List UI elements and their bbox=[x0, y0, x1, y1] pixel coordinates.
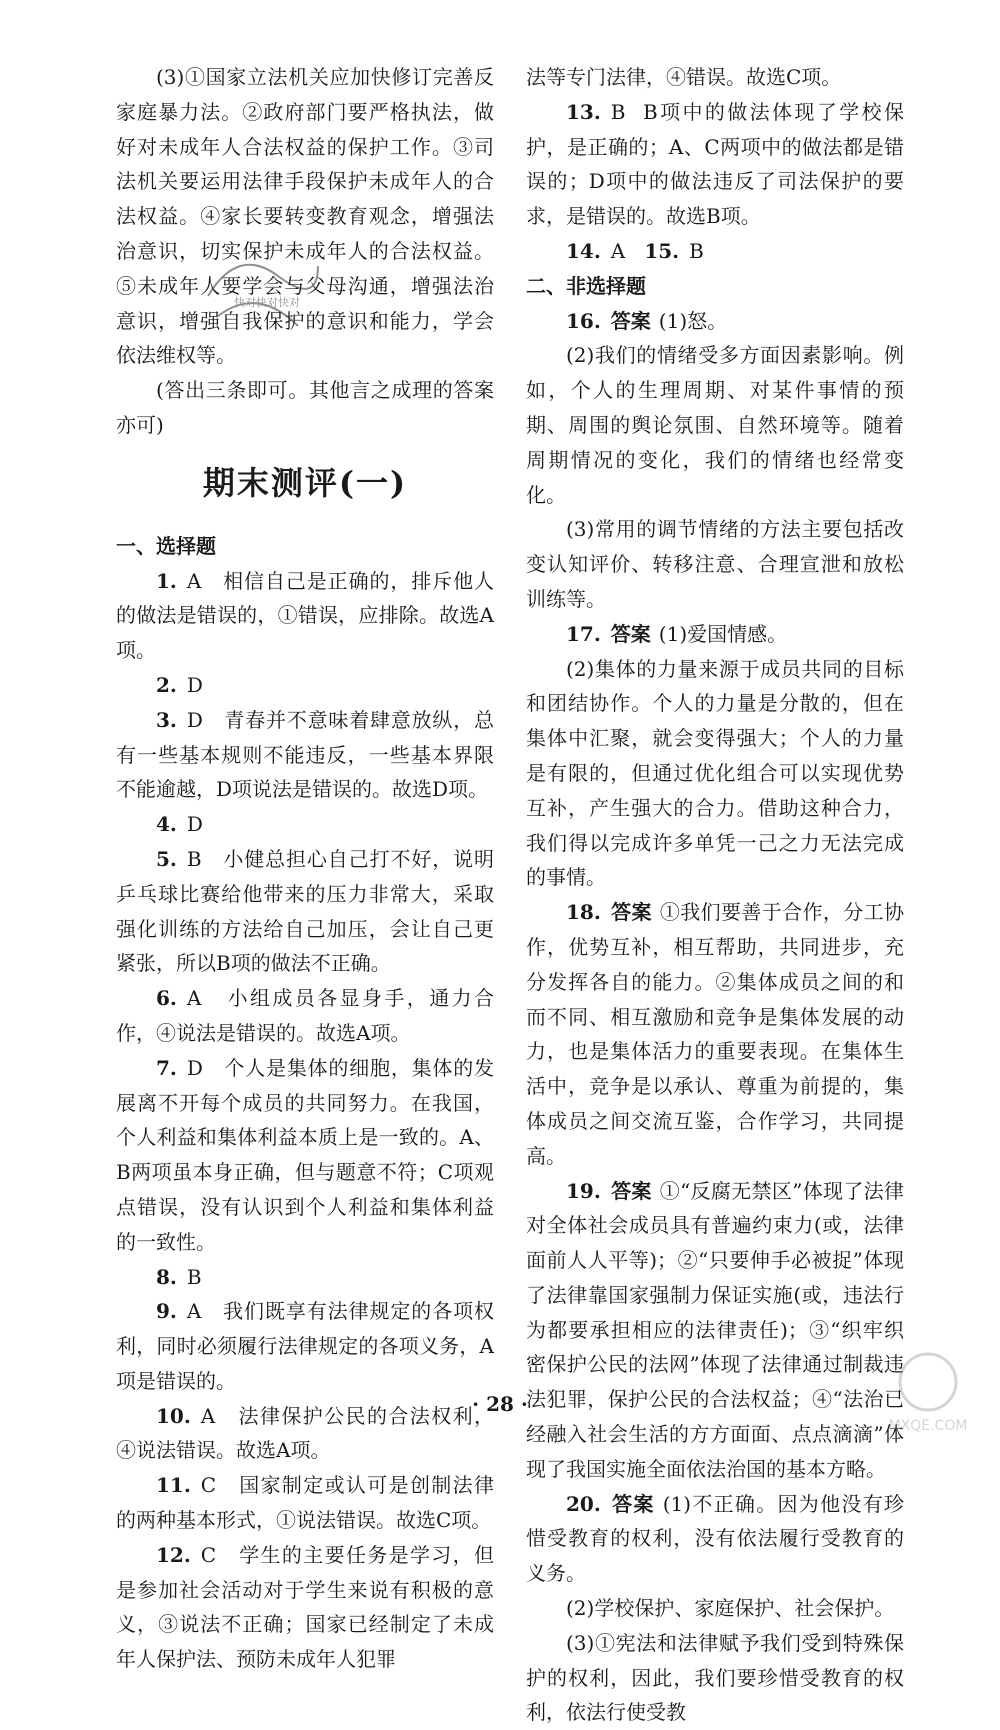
page-number: · 28 · bbox=[472, 1392, 528, 1416]
right-column bbox=[526, 60, 904, 1730]
list-item: 1. A 相信自己是正确的，排斥他人的做法是错误的，①错误，应排除。故选A项。 bbox=[116, 568, 495, 663]
stamp-mark bbox=[198, 236, 326, 356]
question-18: 18. 答案 ①我们要善于合作，分工协作，优势互补，相互帮助，共同进步，充分发挥各自的能力。②集体成员之间的和而不同、相互激励和竞争是集体发展的动力，也是集体活力的重要表现。在集体生活中，竞争是以承认、尊重为前提的，集体成员之间交流互鉴，合作学习，共同提高。 bbox=[526, 900, 905, 1168]
list-item: 11. C 国家制定或认可是创制法律的两种基本形式，①说法错误。故选C项。 bbox=[116, 1473, 494, 1533]
answer-note: (答出三条即可。其他言之成理的答案亦可) bbox=[116, 378, 494, 437]
answer-paragraph: (3)①国家立法机关应加快修订完善反家庭暴力法。②政府部门要严格执法，做好对未成年人合法权益的保护工作。③司法机关要运用法律手段保护未成年人的合法权益。④家长要转变教育观念，增强法治意识，切实保护未成年人的合法权益。⑤未成年人要学会与父母沟通，增强法治意识，增强自我保护的意识和能力，学会依法维权等。 bbox=[116, 65, 494, 368]
question-20: 20. 答案 (1)不正确。因为他没有珍惜受教育的权利，没有依法履行受教育的义务。 bbox=[526, 1491, 904, 1586]
continued-text: 法等专门法律，④错误。故选C项。 bbox=[526, 65, 842, 89]
list-item: 5. B 小健总担心自己打不好，说明乒乓球比赛给他带来的压力非常大，采取强化训练的方法给自己加压，会让自己更紧张，所以B项的做法不正确。 bbox=[116, 846, 495, 976]
section-heading-non-choice: 二、非选择题 bbox=[526, 273, 646, 298]
list-item: 8. B bbox=[156, 1264, 202, 1289]
watermark-logo bbox=[868, 1350, 988, 1440]
question-19: 19. 答案 ①“反腐无禁区”体现了法律对全体社会成员具有普遍约束力(或，法律面前人人平等)；②“只要伸手必被捉”体现了法律靠国家强制力保证实施(或，违法行为都要承担相应的法律责任)；③“织牢织密保护公民的法网”体现了法律通过制裁违法犯罪，保护公民的合法权益；④“法治已经融入社会生活的方方面面、点点滴滴”体现了我国实施全面依法治国的基本方略。 bbox=[526, 1178, 904, 1481]
exam-title: 期末测评(一) bbox=[202, 463, 408, 502]
section-heading-choice: 一、选择题 bbox=[116, 533, 216, 558]
question-17: 17. 答案 (1)爱国情感。 bbox=[566, 621, 788, 646]
watermark-text: MXQE.COM bbox=[888, 1418, 968, 1434]
answer-paragraph: (2)集体的力量来源于成员共同的目标和团结协作。个人的力量是分散的，但在集体中汇聚，就会变得强大；个人的力量是有限的，但通过优化组合可以实现优势互补，产生强大的合力。借助这种合力，我们得以完成许多单凭一己之力无法完成的事情。 bbox=[526, 656, 904, 890]
list-item: 14. A 15. B bbox=[566, 238, 704, 263]
answer-paragraph: (2)我们的情绪受多方面因素影响。例如，个人的生理周期、对某件事情的预期、周围的舆论氛围、自然环境等。随着周期情况的变化，我们的情绪也经常变化。 bbox=[526, 343, 904, 507]
list-item: 10. A 法律保护公民的合法权利，④说法错误。故选A项。 bbox=[116, 1403, 495, 1463]
list-item: 6. A 小组成员各显身手，通力合作，④说法是错误的。故选A项。 bbox=[116, 986, 495, 1045]
list-item: 13. B B项中的做法体现了学校保护，是正确的；A、C两项中的做法都是错误的；D项中的做法违反了司法保护的要求，是错误的。故选B项。 bbox=[526, 99, 904, 229]
list-item: 9. A 我们既享有法律规定的各项权利，同时必须履行法律规定的各项义务，A项是错误的。 bbox=[116, 1299, 495, 1393]
list-item: 12. C 学生的主要任务是学习，但是参加社会活动对于学生来说有积极的意义，③说法不正确；国家已经制定了未成年人保护法、预防未成年人犯罪 bbox=[116, 1542, 494, 1672]
choice-answer-list bbox=[116, 564, 494, 1678]
answer-paragraph: (3)①宪法和法律赋予我们受到特殊保护的权利，因此，我们要珍惜受教育的权利，依法行使受教 bbox=[526, 1630, 904, 1725]
question-16: 16. 答案 (1)怒。 bbox=[566, 308, 728, 333]
list-item: 2. D bbox=[156, 672, 203, 697]
list-item: 4. D bbox=[156, 812, 203, 837]
answer-paragraph: (3)常用的调节情绪的方法主要包括改变认知评价、转移注意、合理宣泄和放松训练等。 bbox=[526, 517, 904, 611]
list-item: 7. D 个人是集体的细胞，集体的发展离不开每个成员的共同努力。在我国，个人利益和集体利益本质上是一致的。A、B两项虽本身正确，但与题意不符；C项观点错误，没有认识到个人利益和集体利益的一致性。 bbox=[116, 1055, 495, 1254]
stamp-text: 快对快对快对 bbox=[234, 296, 300, 309]
answer-paragraph: (2)学校保护、家庭保护、社会保护。 bbox=[566, 1596, 895, 1621]
list-item: 3. D 青春并不意味着肆意放纵，总有一些基本规则不能违反，一些基本界限不能逾越，D项说法是错误的。故选D项。 bbox=[116, 707, 495, 802]
